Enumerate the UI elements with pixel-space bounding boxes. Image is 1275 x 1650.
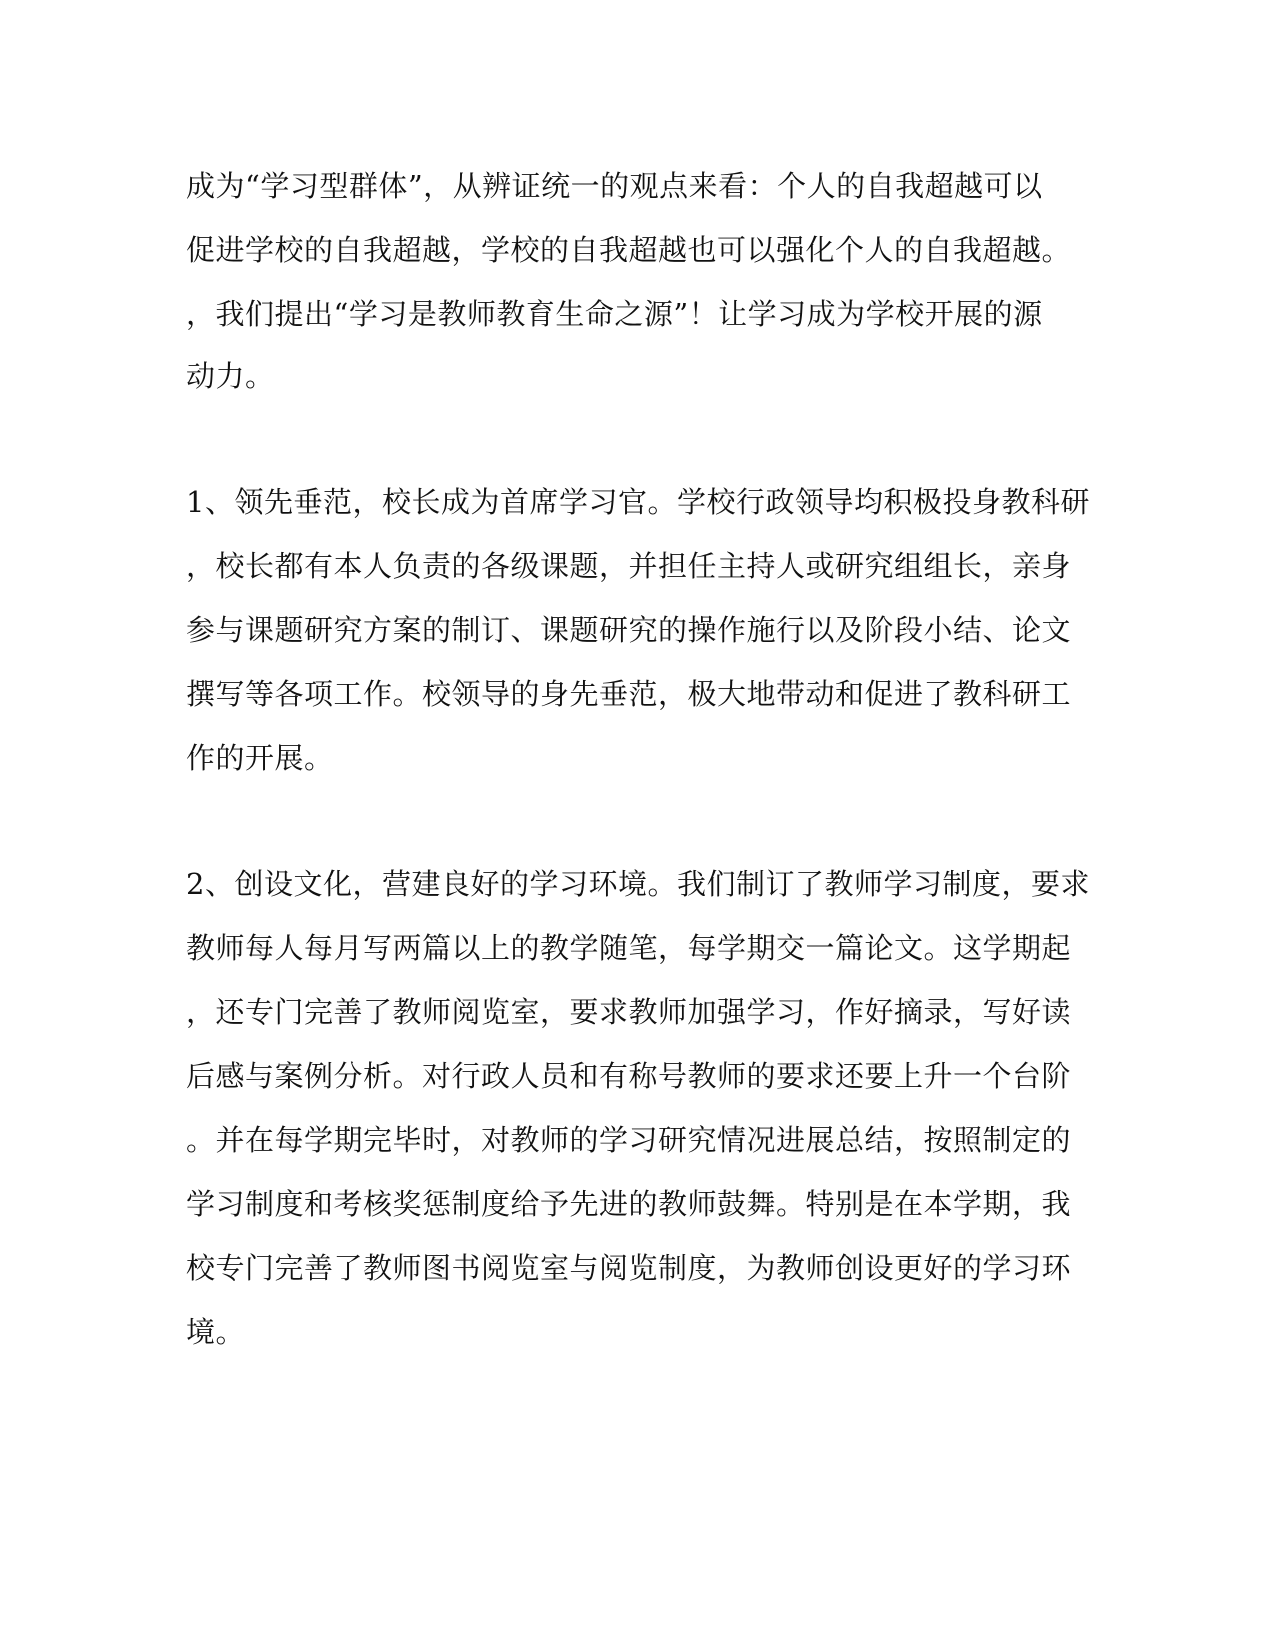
text-line: ，我们提出“学习是教师教育生命之源”！让学习成为学校开展的源 — [186, 297, 1043, 331]
text-line: 成为“学习型群体”，从辨证统一的观点来看：个人的自我超越可以 — [186, 169, 1043, 203]
text-line: 校专门完善了教师图书阅览室与阅览制度，为教师创设更好的学习环 — [186, 1251, 1072, 1285]
text-line: 1、领先垂范，校长成为首席学习官。学校行政领导均积极投身教科研 — [186, 485, 1090, 519]
text-line: 学习制度和考核奖惩制度给予先进的教师鼓舞。特别是在本学期，我 — [186, 1187, 1072, 1221]
text-line: 作的开展。 — [186, 741, 334, 775]
text-line: 教师每人每月写两篇以上的教学随笔，每学期交一篇论文。这学期起 — [186, 931, 1072, 965]
text-line: ，还专门完善了教师阅览室，要求教师加强学习，作好摘录，写好读 — [186, 995, 1072, 1029]
text-line: 后感与案例分析。对行政人员和有称号教师的要求还要上升一个台阶 — [186, 1059, 1072, 1093]
text-line: 动力。 — [186, 359, 275, 393]
text-line: 。并在每学期完毕时，对教师的学习研究情况进展总结，按照制定的 — [186, 1123, 1072, 1157]
text-line: 2、创设文化，营建良好的学习环境。我们制订了教师学习制度，要求 — [186, 867, 1090, 901]
text-line: 参与课题研究方案的制订、课题研究的操作施行以及阶段小结、论文 — [186, 613, 1072, 647]
text-line: 促进学校的自我超越，学校的自我超越也可以强化个人的自我超越。 — [186, 233, 1072, 267]
text-line: ，校长都有本人负责的各级课题，并担任主持人或研究组组长，亲身 — [186, 549, 1072, 583]
text-line: 撰写等各项工作。校领导的身先垂范，极大地带动和促进了教科研工 — [186, 677, 1072, 711]
text-line: 境。 — [186, 1315, 246, 1349]
